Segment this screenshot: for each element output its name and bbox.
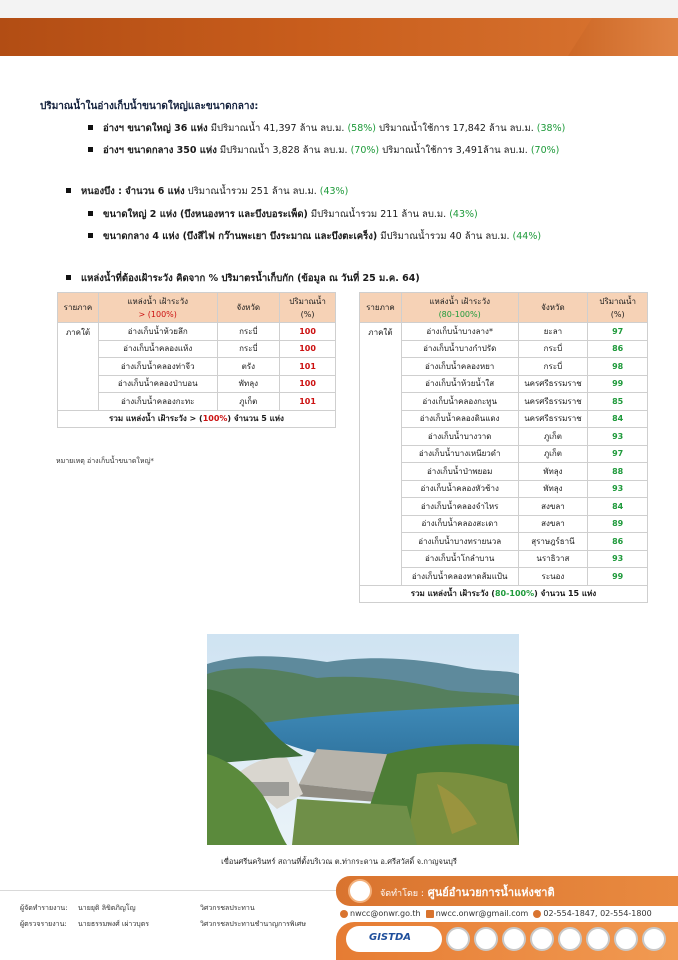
amount-cell: 84 (588, 410, 648, 428)
table-row (360, 358, 648, 376)
partner-seal-icon (446, 927, 470, 951)
table-watch-range (359, 292, 648, 603)
source-cell: อ่างเก็บน้ำบางทรายนวล (401, 533, 518, 551)
table-row (360, 375, 648, 393)
checked-by-label: ผู้ตรวจรายงาน: (20, 920, 67, 928)
gistda-logo: GISTDA (369, 932, 411, 943)
amount-cell: 99 (588, 375, 648, 393)
table-row (360, 515, 648, 533)
col-header-region: รายภาค (58, 293, 99, 323)
province-cell: สงขลา (518, 515, 588, 533)
source-cell: อ่างเก็บน้ำคลองหัวช้าง (401, 480, 518, 498)
province-cell: กระบี่ (217, 340, 280, 358)
province-cell: ภูเก็ต (518, 445, 588, 463)
table-total-row (360, 585, 648, 603)
amount-cell: 101 (280, 393, 336, 411)
bullet-swamps-medium: ขนาดกลาง 4 แห่ง (บึงสีไฟ กว๊านพะเยา บึงระมาณ และบึงตะเคร็ง) มีปริมาณน้ำรวม 40 ล้าน ลบ.ม. (44%) (88, 229, 541, 244)
table-row (58, 323, 336, 341)
region-cell: ภาคใต้ (58, 323, 99, 411)
col-header-region: รายภาค (360, 293, 402, 323)
source-cell: อ่างเก็บน้ำบางเหนียวดำ (401, 445, 518, 463)
province-cell: ภูเก็ต (217, 393, 280, 411)
col-header-source: แหล่งน้ำ เฝ้าระวัง (80-100%) (401, 293, 518, 323)
region-cell: ภาคใต้ (360, 323, 402, 586)
province-cell: นครศรีธรรมราช (518, 393, 588, 411)
partner-seal-icon (530, 927, 554, 951)
mail-icon (426, 910, 434, 918)
col-header-province: จังหวัด (217, 293, 280, 323)
amount-cell: 88 (588, 463, 648, 481)
bullet-medium-reservoirs: อ่างฯ ขนาดกลาง 350 แห่ง มีปริมาณน้ำ 3,828 ล้าน ลบ.ม. (70%) ปริมาณน้ำใช้การ 3,491ล้าน ลบ.ม. (70%) (88, 143, 559, 158)
email-secondary[interactable]: nwcc.onwr@gmail.com (435, 909, 529, 918)
bullet-square-icon (88, 233, 93, 238)
phone-icon (533, 910, 541, 918)
province-cell: นราธิวาส (518, 550, 588, 568)
province-cell: กระบี่ (217, 323, 280, 341)
contact-line (340, 909, 652, 918)
org-banner (336, 876, 678, 906)
photo-caption: เขื่อนศรีนครินทร์ สถานที่ตั้งบริเวณ ต.ท่ากระดาน อ.ศรีสวัสดิ์ จ.กาญจนบุรี (221, 857, 457, 866)
partner-seal-icon (502, 927, 526, 951)
amount-cell: 99 (588, 568, 648, 586)
partner-seal-icon (614, 927, 638, 951)
top-stripe (0, 0, 678, 18)
amount-cell: 93 (588, 550, 648, 568)
col-header-amount: ปริมาณน้ำ (%) (588, 293, 648, 323)
source-cell: อ่างเก็บน้ำคลองแห้ง (98, 340, 217, 358)
province-cell: นครศรีธรรมราช (518, 375, 588, 393)
prepared-by-name: นายยุติ ลิขิตภิญโญ (78, 904, 136, 912)
province-cell: กระบี่ (518, 358, 588, 376)
amount-cell: 93 (588, 428, 648, 446)
source-cell: อ่างเก็บน้ำคลองหาดส้มแป้น (401, 568, 518, 586)
source-cell: อ่างเก็บน้ำบางกำปรัด (401, 340, 518, 358)
table-header-row (58, 293, 336, 323)
checked-by-name: นายธรรมพงศ์ เผ่าวบุตร (78, 920, 150, 928)
source-cell: อ่างเก็บน้ำโกลำบาน (401, 550, 518, 568)
org-name: จัดทำโดย : ศูนย์อำนวยการน้ำแห่งชาติ (380, 886, 555, 899)
province-cell: ยะลา (518, 323, 588, 341)
source-cell: อ่างเก็บน้ำห้วยลึก (98, 323, 217, 341)
source-cell: อ่างเก็บน้ำคลองดินแดง (401, 410, 518, 428)
amount-cell: 93 (588, 480, 648, 498)
source-cell: อ่างเก็บน้ำบางวาด (401, 428, 518, 446)
source-cell: อ่างเก็บน้ำป่าพยอม (401, 463, 518, 481)
partner-seal-icon (586, 927, 610, 951)
amount-cell: 100 (280, 375, 336, 393)
globe-icon (340, 910, 348, 918)
table-row (360, 445, 648, 463)
table-row (360, 410, 648, 428)
table-row (360, 393, 648, 411)
province-cell: กระบี่ (518, 340, 588, 358)
table-row (58, 340, 336, 358)
table-header-row (360, 293, 648, 323)
col-header-amount: ปริมาณน้ำ (%) (280, 293, 336, 323)
table-row (58, 393, 336, 411)
footnote: หมายเหตุ อ่างเก็บน้ำขนาดใหญ่* (56, 457, 154, 465)
bullet-square-icon (88, 211, 93, 216)
source-cell: อ่างเก็บน้ำคลองสะเดา (401, 515, 518, 533)
amount-cell: 97 (588, 445, 648, 463)
source-cell: อ่างเก็บน้ำห้วยน้ำใส (401, 375, 518, 393)
source-cell: อ่างเก็บน้ำคลองจำไหร (401, 498, 518, 516)
bullet-watch-sources: แหล่งน้ำที่ต้องเฝ้าระวัง คิดจาก % ปริมาตรน้ำเก็บกัก (ข้อมูล ณ วันที่ 25 ม.ค. 64) (66, 271, 420, 286)
amount-cell: 84 (588, 498, 648, 516)
dam-photo (207, 634, 519, 845)
total-cell: รวม แหล่งน้ำ เฝ้าระวัง (80-100%) จำนวน 15 แห่ง (360, 585, 648, 603)
bullet-large-reservoirs: อ่างฯ ขนาดใหญ่ 36 แห่ง มีปริมาณน้ำ 41,397 ล้าน ลบ.ม. (58%) ปริมาณน้ำใช้การ 17,842 ล้าน ลบ.ม. (38%) (88, 121, 565, 136)
prepared-by-label: ผู้จัดทำรายงาน: (20, 904, 68, 912)
table-row (360, 323, 648, 341)
partner-seal-icon (474, 927, 498, 951)
province-cell: สุราษฎร์ธานี (518, 533, 588, 551)
amount-cell: 98 (588, 358, 648, 376)
phone-numbers: 02-554-1847, 02-554-1800 (543, 909, 652, 918)
source-cell: อ่างเก็บน้ำคลองท่าจีว (98, 358, 217, 376)
source-cell: อ่างเก็บน้ำบางลาง* (401, 323, 518, 341)
table-row (58, 358, 336, 376)
partner-seal-icon (642, 927, 666, 951)
province-cell: ตรัง (217, 358, 280, 376)
amount-cell: 97 (588, 323, 648, 341)
bullet-square-icon (88, 147, 93, 152)
source-cell: อ่างเก็บน้ำคลองป่าบอน (98, 375, 217, 393)
col-header-province: จังหวัด (518, 293, 588, 323)
col-header-source: แหล่งน้ำ เฝ้าระวัง > (100%) (98, 293, 217, 323)
total-cell: รวม แหล่งน้ำ เฝ้าระวัง > (100%) จำนวน 5 แห่ง (58, 410, 336, 428)
table-row (360, 463, 648, 481)
email-primary[interactable]: nwcc@onwr.go.th (350, 909, 421, 918)
table-row (360, 498, 648, 516)
province-cell: พัทลุง (217, 375, 280, 393)
org-logo-icon (348, 879, 372, 903)
source-cell: อ่างเก็บน้ำคลองหยา (401, 358, 518, 376)
bullet-swamps: หนองบึง : จำนวน 6 แห่ง ปริมาณน้ำรวม 251 ล้าน ลบ.ม. (43%) (66, 184, 348, 199)
table-row (360, 480, 648, 498)
province-cell: พัทลุง (518, 480, 588, 498)
bullet-square-icon (66, 275, 71, 280)
amount-cell: 100 (280, 323, 336, 341)
table-row (360, 533, 648, 551)
source-cell: อ่างเก็บน้ำคลองกะทะ (98, 393, 217, 411)
province-cell: สงขลา (518, 498, 588, 516)
amount-cell: 89 (588, 515, 648, 533)
province-cell: ระนอง (518, 568, 588, 586)
table-row (360, 428, 648, 446)
table-row (360, 568, 648, 586)
prepared-by-title: วิศวกรชลประทาน (200, 904, 255, 912)
bullet-square-icon (88, 125, 93, 130)
amount-cell: 101 (280, 358, 336, 376)
province-cell: พัทลุง (518, 463, 588, 481)
bullet-square-icon (66, 188, 71, 193)
section-heading: ปริมาณน้ำในอ่างเก็บน้ำขนาดใหญ่และขนาดกลาง: (40, 101, 259, 112)
checked-by-title: วิศวกรชลประทานชำนาญการพิเศษ (200, 920, 306, 928)
table-row (360, 340, 648, 358)
table-total-row (58, 410, 336, 428)
partner-seal-icon (558, 927, 582, 951)
table-row (58, 375, 336, 393)
amount-cell: 85 (588, 393, 648, 411)
table-row (360, 550, 648, 568)
province-cell: ภูเก็ต (518, 428, 588, 446)
amount-cell: 100 (280, 340, 336, 358)
amount-cell: 86 (588, 533, 648, 551)
table-over-capacity (57, 292, 336, 428)
source-cell: อ่างเก็บน้ำคลองกะทูน (401, 393, 518, 411)
amount-cell: 86 (588, 340, 648, 358)
province-cell: นครศรีธรรมราช (518, 410, 588, 428)
bullet-swamps-large: ขนาดใหญ่ 2 แห่ง (บึงหนองหาร และบึงบอระเพ็ด) มีปริมาณน้ำรวม 211 ล้าน ลบ.ม. (43%) (88, 207, 478, 222)
